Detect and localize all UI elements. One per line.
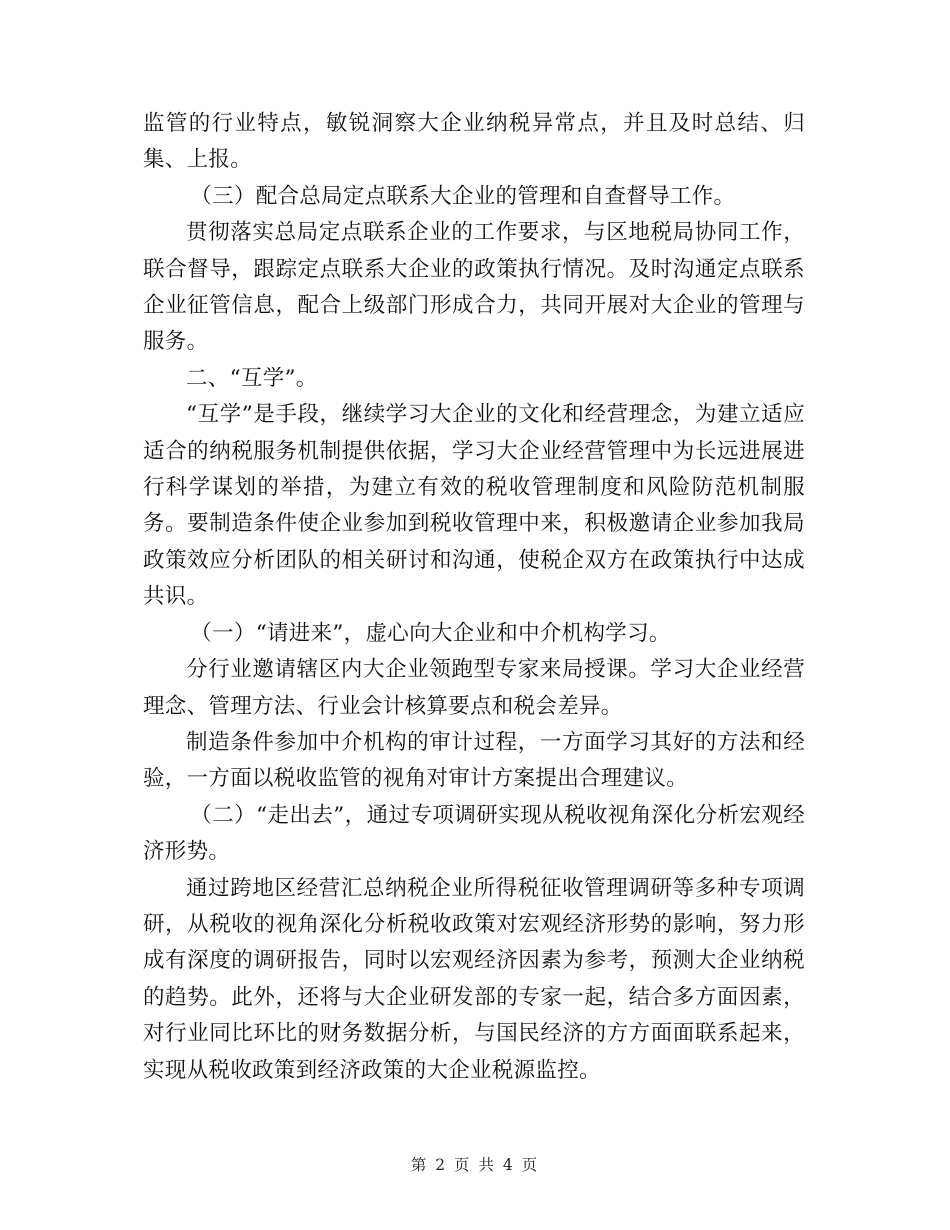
subsection-heading-2: （二）“走出去”，通过专项调研实现从税收视角深化分析宏观经济形势。 [143,802,805,865]
paragraph-1: 监管的行业特点，敏锐洞察大企业纳税异常点，并且及时总结、归集、上报。 [143,111,805,173]
page-number-footer: 第 2 页 共 4 页 [410,1156,540,1174]
paragraph-3: 贯彻落实总局定点联系企业的工作要求，与区地税局协同工作，联合督导，跟踪定点联系大企业的政策执行情况。及时沟通定点联系企业征管信息，配合上级部门形成合力，共同开展对大企业的管理与服务。 [143,220,805,355]
paragraph-5: “互学”是手段，继续学习大企业的文化和经营理念，为建立适应适合的纳税服务机制提供依据，学习大企业经营管理中为长远进展进行科学谋划的举措，为建立有效的税收管理制度和风险防范机制服务。要制造条件使企业参加到税收管理中来，积极邀请企业参加我局政策效应分析团队的相关研讨和沟通，使税企双方在政策执行中达成共识。 [143,402,805,610]
paragraph-10: 通过跨地区经营汇总纳税企业所得税征收管理调研等多种专项调研，从税收的视角深化分析税收政策对宏观经济形势的影响，努力形成有深度的调研报告，同时以宏观经济因素为参考，预测大企业纳税的趋势。此外，还将与大企业研发部的专家一起，结合多方面因素，对行业同比环比的财务数据分析，与国民经济的方方面面联系起来，实现从税收政策到经济政策的大企业税源监控。 [143,875,805,1083]
document-body [143,106,805,1089]
section-heading-3: （三）配合总局定点联系大企业的管理和自查督导工作。 [190,183,736,209]
section-heading-2: 二、“互学”。 [186,365,318,391]
subsection-heading-1: （一）“请进来”，虚心向大企业和中介机构学习。 [190,620,671,646]
paragraph-8: 制造条件参加中介机构的审计过程，一方面学习其好的方法和经验，一方面以税收监管的视角对审计方案提出合理建议。 [143,729,805,792]
paragraph-7: 分行业邀请辖区内大企业领跑型专家来局授课。学习大企业经营理念、管理方法、行业会计核算要点和税会差异。 [143,657,805,719]
